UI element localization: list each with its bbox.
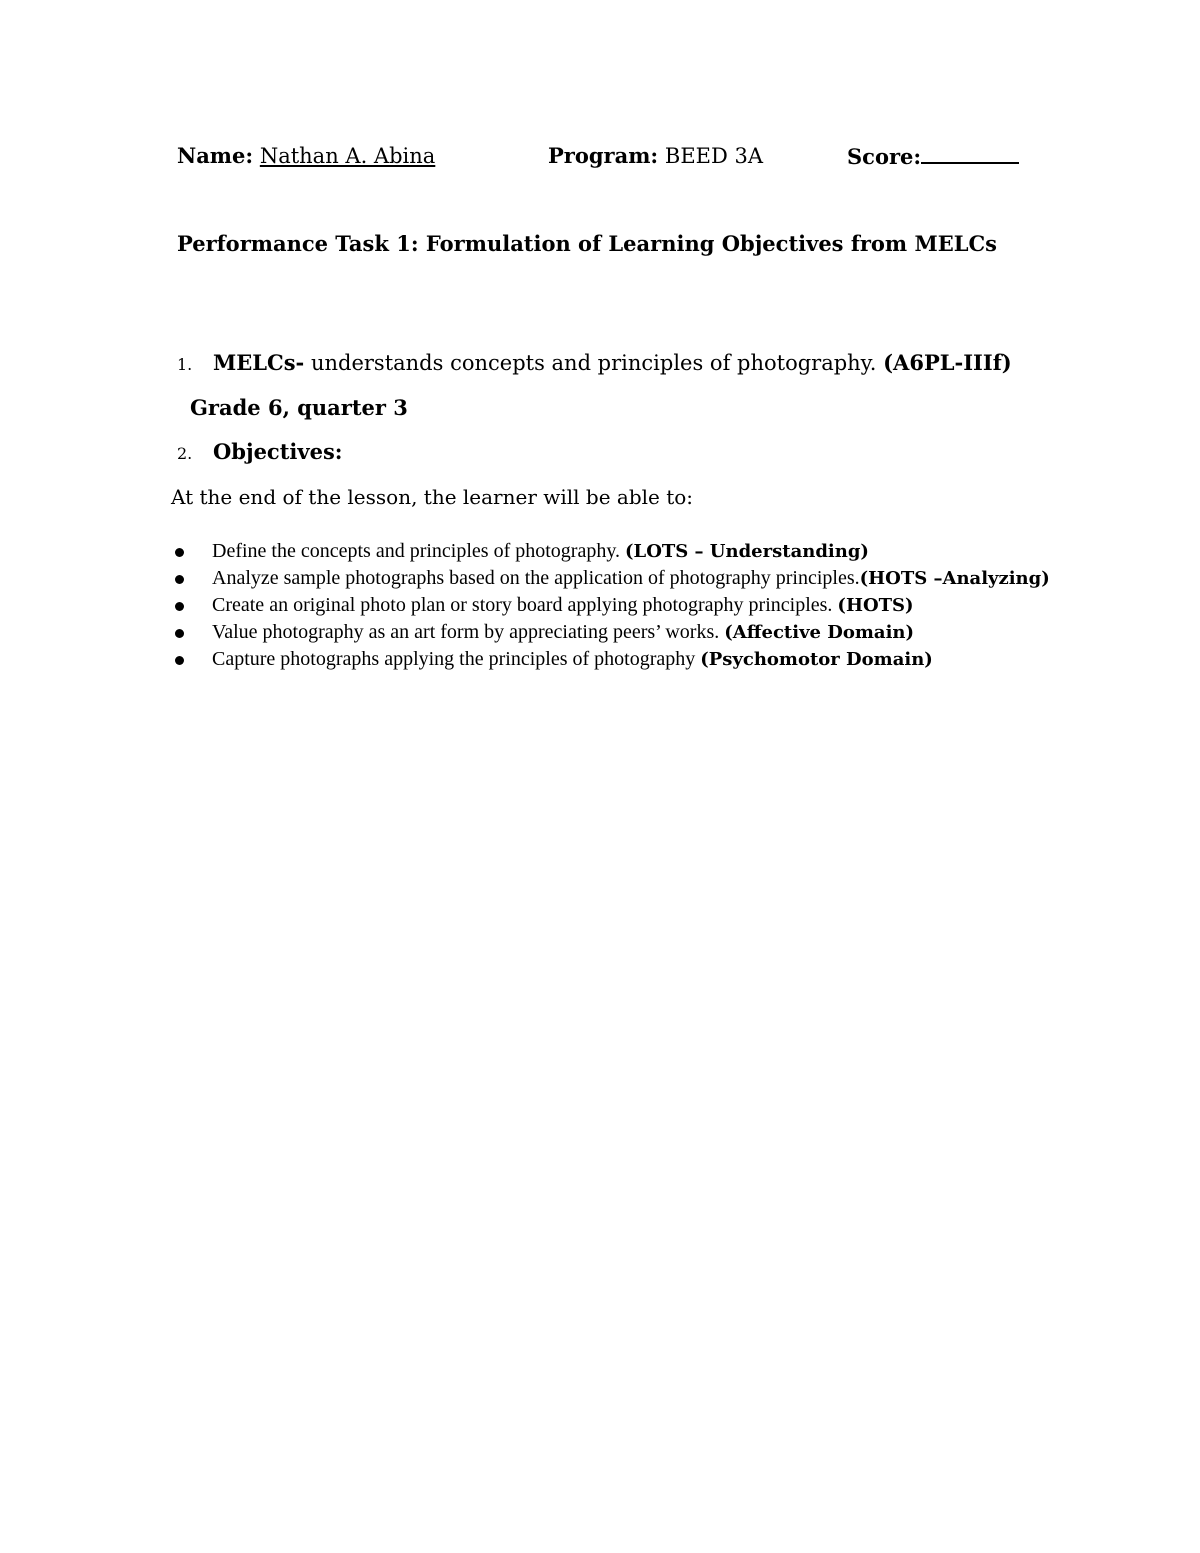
objective-text: Analyze sample photographs based on the application of photography principles. [212, 567, 860, 589]
program-value: BEED 3A [664, 144, 764, 168]
bullet-icon [175, 548, 184, 557]
name-value: Nathan A. Abina [259, 144, 436, 168]
melc-text: understands concepts and principles of photography. [304, 351, 884, 375]
list-item [171, 538, 1071, 565]
objectives-intro: At the end of the lesson, the learner will be able to: [171, 485, 694, 509]
objective-tag: (HOTS –Analyzing) [859, 568, 1050, 589]
grade-quarter: Grade 6, quarter 3 [190, 395, 408, 420]
objectives-number: 2. [177, 444, 193, 463]
score-field [847, 140, 1019, 173]
objective-tag: (HOTS) [837, 595, 914, 616]
objective-tag: (LOTS – Understanding) [625, 541, 869, 562]
bullet-icon [175, 602, 184, 611]
objective-text: Define the concepts and principles of photography. [212, 540, 626, 562]
bullet-icon [175, 629, 184, 638]
melc-code: (A6PL-IIIf) [883, 350, 1012, 375]
objective-tag: (Psychomotor Domain) [700, 649, 933, 670]
list-item [171, 646, 1071, 673]
bullet-icon [175, 656, 184, 665]
objectives-list [171, 538, 1071, 673]
objectives-label: Objectives: [213, 439, 343, 464]
program-label: Program: [548, 143, 659, 168]
score-blank-line [921, 140, 1019, 164]
page-title: Performance Task 1: Formulation of Learning Objectives from MELCs [177, 231, 998, 256]
objective-text: Value photography as an art form by appreciating peers’ works. [212, 621, 725, 643]
melc-item [177, 347, 1012, 381]
bullet-icon [175, 575, 184, 584]
list-item [171, 619, 1071, 646]
objective-text: Create an original photo plan or story board applying photography principles. [212, 594, 838, 616]
list-item [171, 565, 1071, 592]
list-item [171, 592, 1071, 619]
header-line [0, 140, 1200, 172]
score-label: Score: [847, 144, 922, 169]
melc-number: 1. [177, 355, 193, 374]
objective-text: Capture photographs applying the principles of photography [212, 648, 701, 670]
melc-label: MELCs- [213, 350, 305, 375]
objectives-item [177, 436, 343, 470]
objective-tag: (Affective Domain) [724, 622, 915, 643]
name-label: Name: [177, 143, 254, 168]
program-field [548, 140, 763, 172]
name-field [177, 140, 435, 172]
